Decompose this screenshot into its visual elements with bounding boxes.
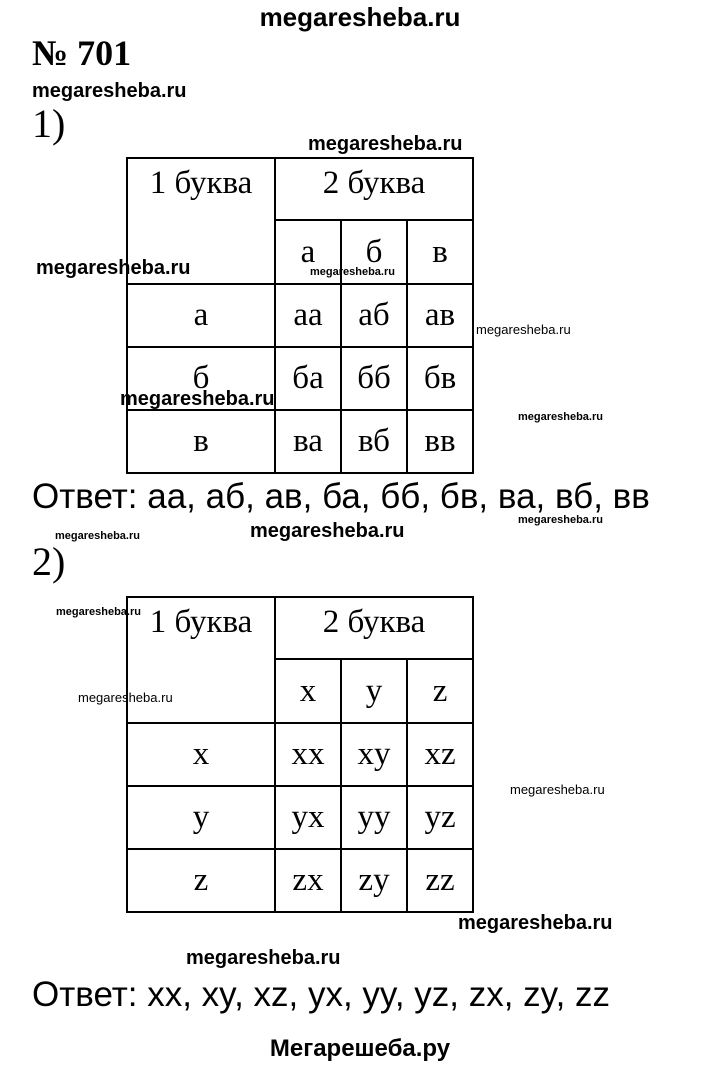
row-header: а	[127, 284, 275, 347]
table-cell: бб	[341, 347, 407, 410]
watermark: megaresheba.ru	[78, 690, 173, 705]
row-header: y	[127, 786, 275, 849]
row-header: в	[127, 410, 275, 473]
watermark: megaresheba.ru	[55, 530, 140, 542]
watermark: megaresheba.ru	[186, 947, 341, 969]
table-cell: xy	[341, 723, 407, 786]
table-cell: бв	[407, 347, 473, 410]
watermark: megaresheba.ru	[120, 388, 275, 410]
watermark: megaresheba.ru	[518, 411, 603, 423]
row-header: б	[127, 347, 275, 410]
column-header: в	[407, 220, 473, 284]
table-cell: yx	[275, 786, 341, 849]
table-cell: аб	[341, 284, 407, 347]
footer-brand[interactable]: Мегарешеба.ру	[269, 1035, 451, 1062]
row-header: z	[127, 849, 275, 912]
table-cell: yy	[341, 786, 407, 849]
watermark: megaresheba.ru	[310, 266, 395, 278]
watermark: megaresheba.ru	[250, 520, 405, 542]
watermark: megaresheba.ru	[458, 912, 613, 934]
header-first-letter: 1 буква	[127, 158, 275, 284]
part-2-table	[126, 596, 474, 913]
part-1-answer: Ответ: аа, аб, ав, ба, бб, бв, ва, вб, вв	[32, 477, 650, 516]
column-header: а	[275, 220, 341, 284]
table-cell: xx	[275, 723, 341, 786]
header-second-letter: 2 буква	[275, 597, 473, 659]
column-header: z	[407, 659, 473, 723]
table-cell: xz	[407, 723, 473, 786]
column-header: б	[341, 220, 407, 284]
table-cell: ба	[275, 347, 341, 410]
part-2-answer: Ответ: xx, xy, xz, yx, yy, yz, zx, zy, zz	[32, 975, 611, 1014]
problem-number: № 701	[32, 33, 132, 73]
table-cell: zy	[341, 849, 407, 912]
table-cell: ав	[407, 284, 473, 347]
watermark: megaresheba.ru	[308, 133, 463, 155]
part-1-table	[126, 157, 474, 474]
header-first-letter: 1 буква	[127, 597, 275, 723]
watermark: megaresheba.ru	[32, 80, 187, 102]
column-header: y	[341, 659, 407, 723]
table-cell: yz	[407, 786, 473, 849]
table-cell: zz	[407, 849, 473, 912]
watermark: megaresheba.ru	[56, 606, 141, 618]
watermark: megaresheba.ru	[510, 782, 605, 797]
table-cell: ва	[275, 410, 341, 473]
part-2-label: 2)	[32, 539, 66, 584]
row-header: x	[127, 723, 275, 786]
column-header: x	[275, 659, 341, 723]
table-cell: zx	[275, 849, 341, 912]
header-second-letter: 2 буква	[275, 158, 473, 220]
site-header-watermark: megaresheba.ru	[259, 2, 461, 32]
table-cell: вв	[407, 410, 473, 473]
table-cell: аа	[275, 284, 341, 347]
watermark: megaresheba.ru	[36, 257, 191, 279]
part-1-label: 1)	[32, 101, 66, 146]
watermark: megaresheba.ru	[476, 322, 571, 337]
table-cell: вб	[341, 410, 407, 473]
watermark: megaresheba.ru	[518, 514, 603, 526]
